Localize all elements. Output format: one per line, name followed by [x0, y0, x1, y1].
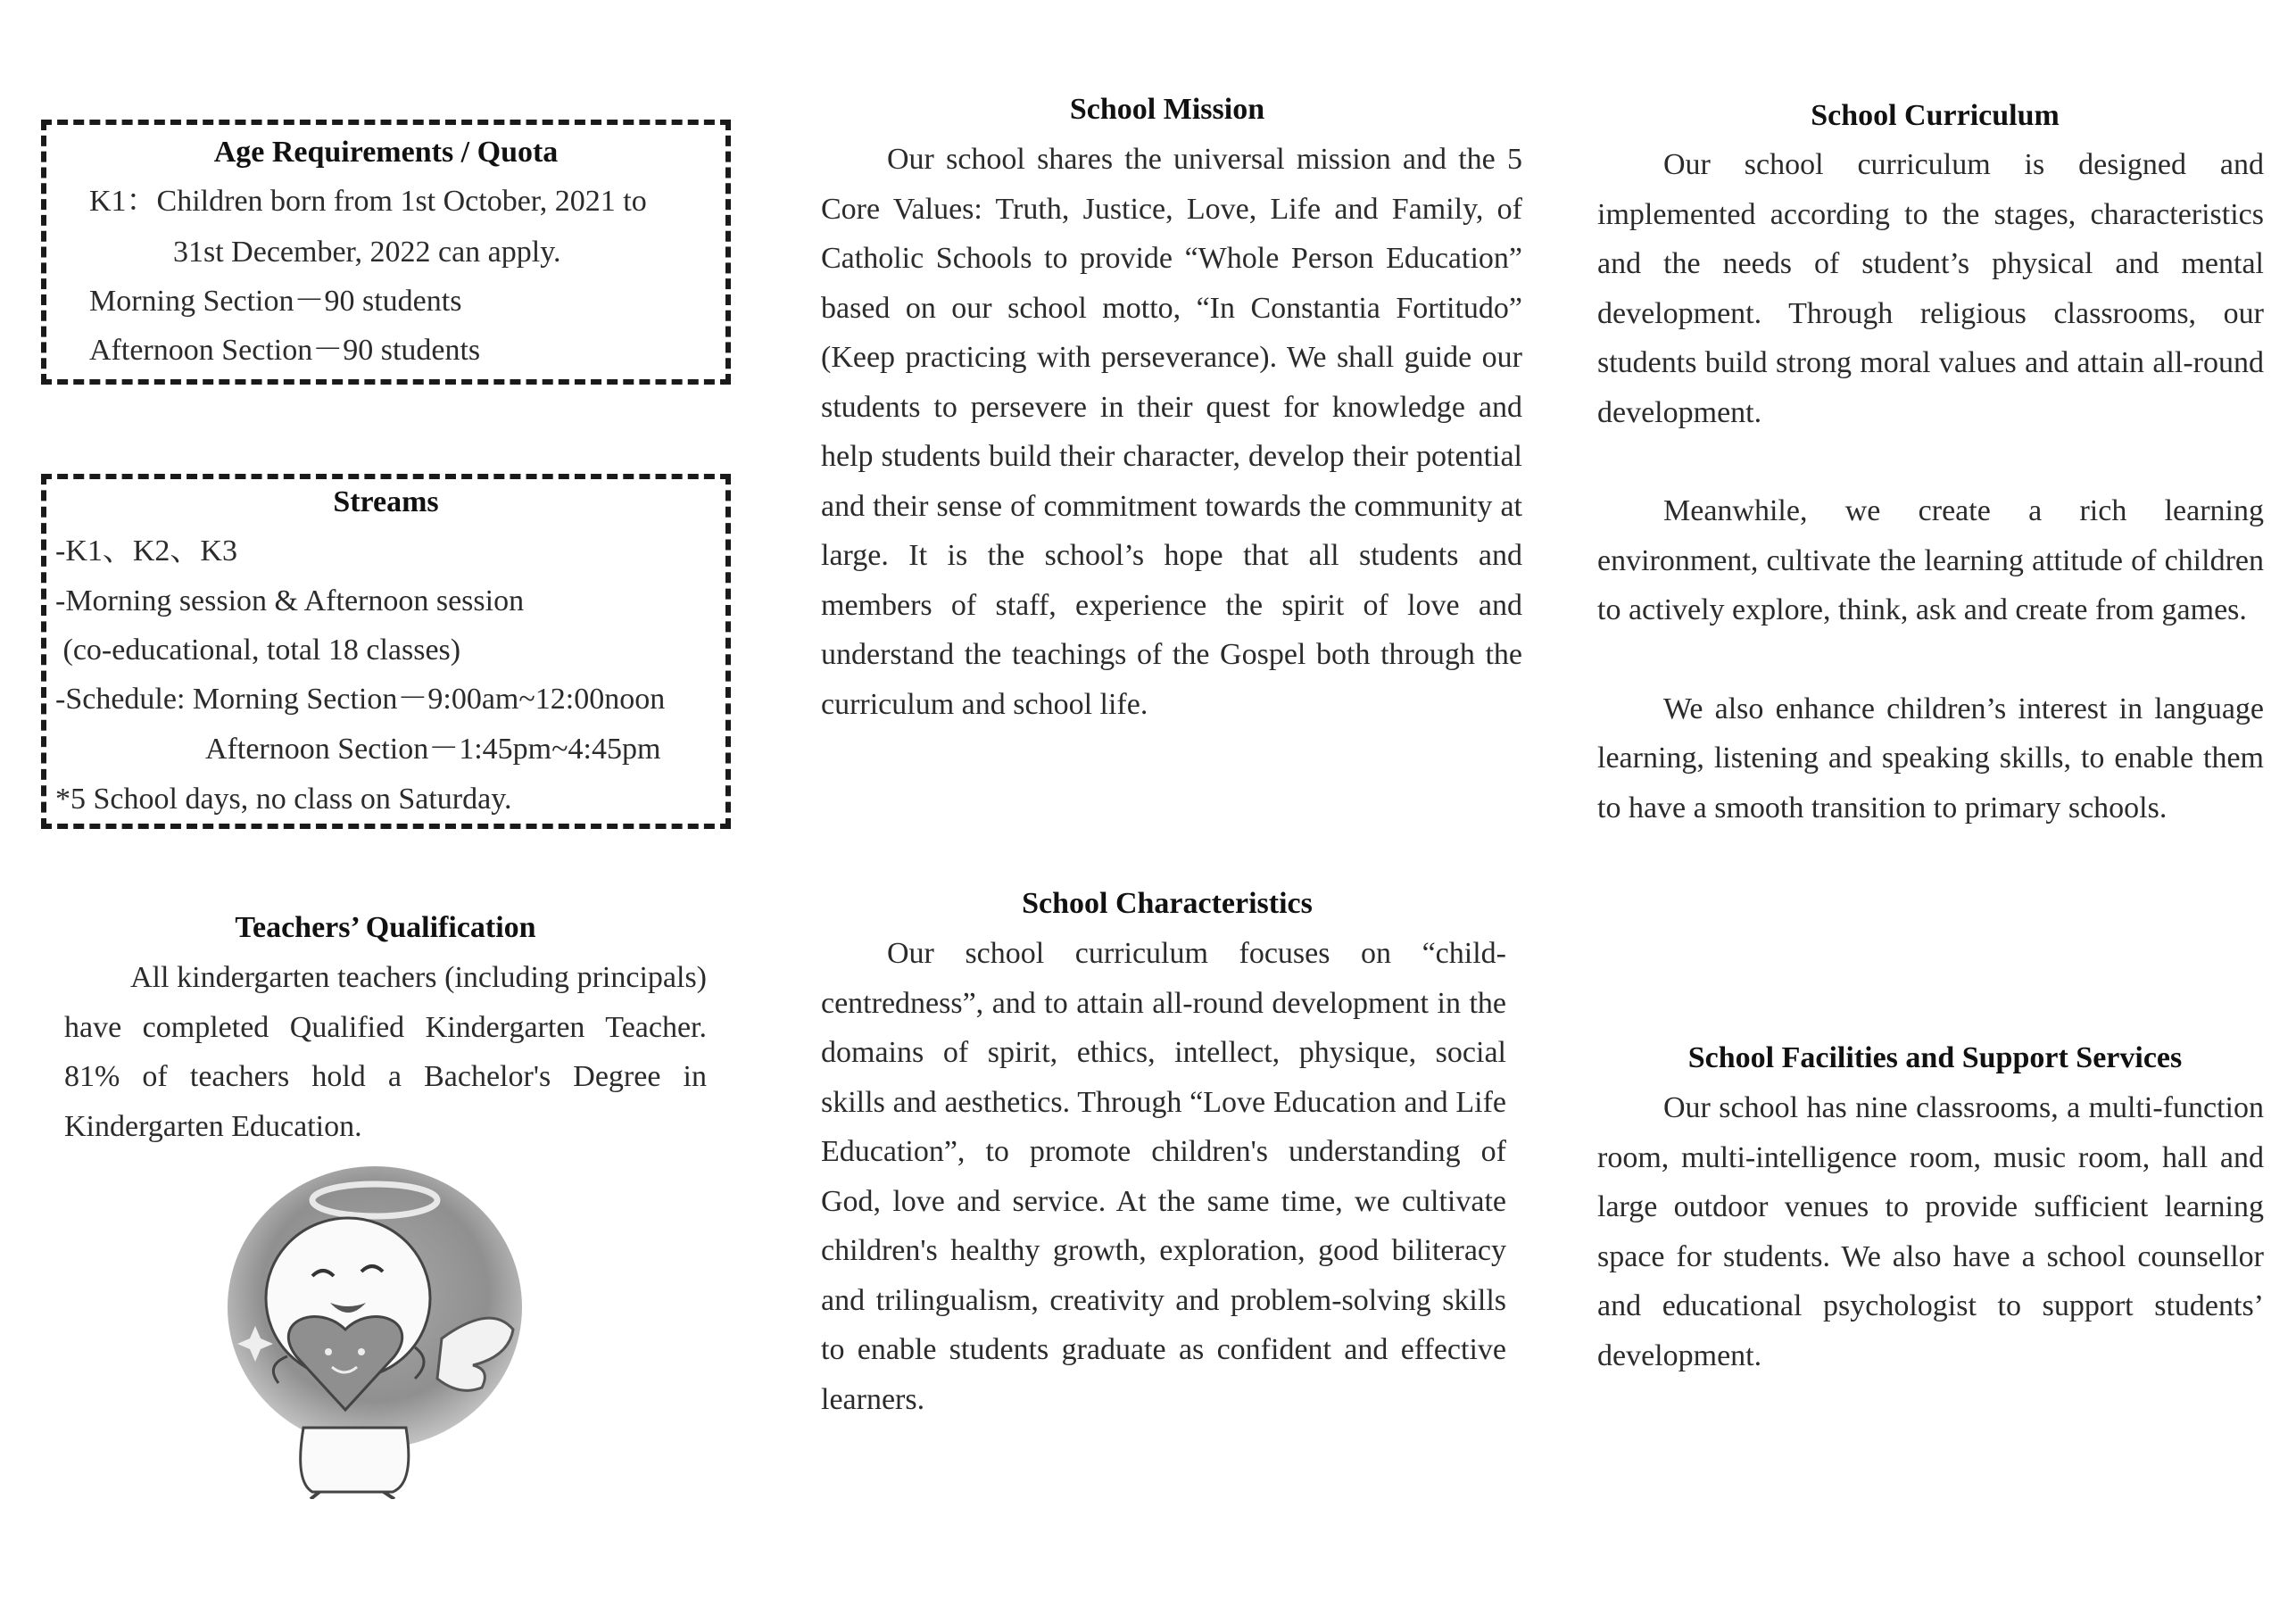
afternoon-quota: Afternoon Section－90 students — [89, 334, 481, 367]
streams-coeducational: (co-educational, total 18 classes) — [55, 634, 461, 667]
schedule-morning: -Schedule: Morning Section－9:00am~12:00noon — [55, 683, 666, 716]
age-k1-line: K1：Children born from 1st October, 2021 to — [89, 185, 647, 218]
school-facilities-text — [1597, 1083, 2264, 1380]
school-mission-text — [821, 135, 1522, 729]
curriculum-paragraph-2: Meanwhile, we create a rich learning environment, cultivate the learning attitude of children to actively explore, think, ask and create from games. — [1597, 494, 2264, 626]
school-curriculum-title: School Curriculum — [1811, 99, 2060, 132]
schedule-afternoon: Afternoon Section－1:45pm~4:45pm — [205, 733, 661, 766]
curriculum-paragraph-1: Our school curriculum is designed and implemented according to the stages, characteristics and the needs of student’s physical and mental development. Through religious classrooms, our students build strong moral values and attain all-round development. — [1597, 148, 2264, 429]
school-facilities-title: School Facilities and Support Services — [1687, 1041, 2183, 1074]
curriculum-paragraph-3: We also enhance children’s interest in language learning, listening and speaking skills, to enable them to have a smooth transition to primary schools. — [1597, 692, 2264, 824]
morning-quota: Morning Section－90 students — [89, 285, 462, 318]
streams-title: Streams — [333, 485, 439, 518]
facilities-paragraph: Our school has nine classrooms, a multi-function room, multi-intelligence room, music room, hall and large outdoor venues to provide sufficient learning space for students. We also have a school counsellor and educational psychologist to support students’ development. — [1597, 1091, 2264, 1372]
teachers-qualification-paragraph: All kindergarten teachers (including principals) have completed Qualified Kindergarten Teacher. 81% of teachers hold a Bachelor's Degree in Kindergarten Education. — [64, 961, 707, 1143]
angel-mascot-icon — [214, 1160, 535, 1499]
age-k1-line-cont: 31st December, 2022 can apply. — [173, 236, 561, 269]
teachers-qualification-text — [64, 953, 707, 1151]
teachers-qualification-title: Teachers’ Qualification — [235, 911, 536, 944]
school-characteristics-paragraph: Our school curriculum focuses on “child-centredness”, and to attain all-round development in the domains of spirit, ethics, intellect, physique, social skills and aesthetics. Through “Love Education and Life Education”, to promote children's understanding of God, love and service. At the same time, we cultivate children's healthy growth, exploration, good biliteracy and trilingualism, creativity and problem-solving skills to enable students graduate as confident and effective learners. — [821, 937, 1506, 1416]
school-curriculum-text — [1597, 140, 2264, 833]
school-characteristics-title: School Characteristics — [1022, 887, 1313, 920]
age-requirements-title: Age Requirements / Quota — [213, 136, 559, 169]
streams-levels: -K1、K2、K3 — [55, 534, 237, 568]
school-days-note: *5 School days, no class on Saturday. — [55, 783, 512, 816]
school-mission-paragraph: Our school shares the universal mission and the 5 Core Values: Truth, Justice, Love, Life and Family, of Catholic Schools to provide “Whole Person Education” based on our school motto, “In Constantia Fortitudo” (Keep practicing with perseverance). We shall guide our students to persevere in their quest for knowledge and help students build their character, develop their potential and their sense of commitment towards the community at large. It is the school’s hope that all students and members of staff, experience the spirit of love and understand the teachings of the Gospel both through the curriculum and school life. — [821, 143, 1522, 721]
school-characteristics-text — [821, 929, 1506, 1424]
streams-sessions: -Morning session & Afternoon session — [55, 584, 525, 617]
school-mission-title: School Mission — [1069, 93, 1265, 126]
